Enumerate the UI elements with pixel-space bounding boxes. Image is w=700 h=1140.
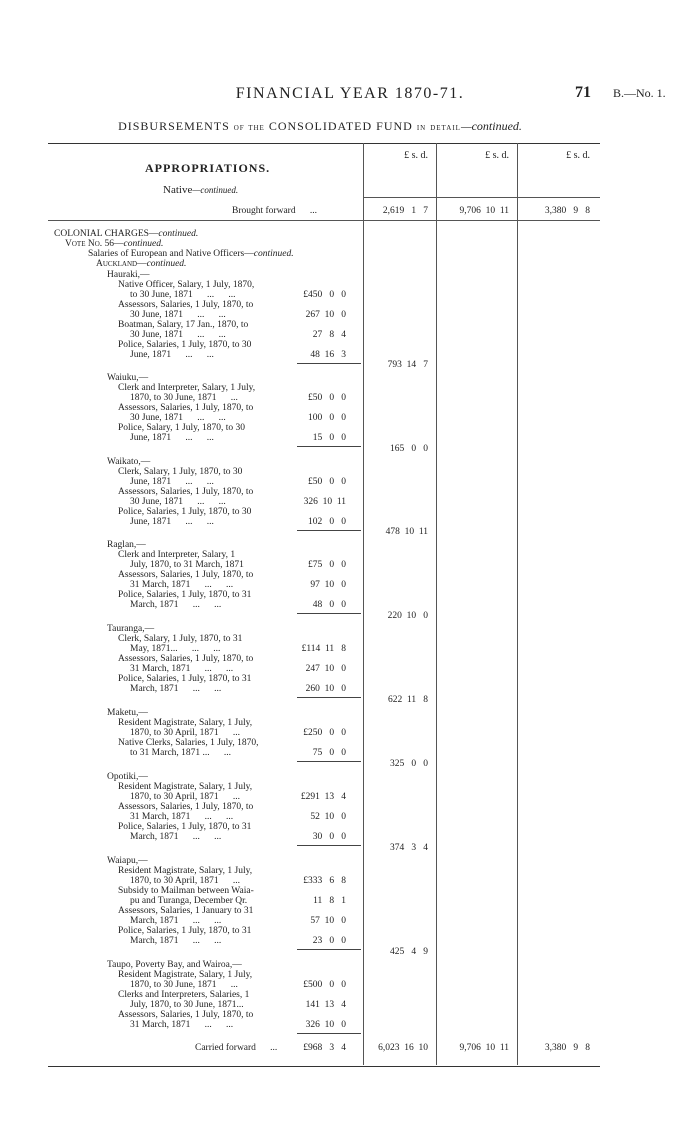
list-item: Assessors, Salaries, 1 January to 31 (118, 906, 254, 916)
raglan-total: 220 10 0 (387, 611, 428, 621)
subtotal-rule (297, 949, 361, 950)
list-item: 30 June, 1871 ... ... (130, 330, 226, 340)
list-item: March, 1871 ... ... (130, 600, 222, 610)
subtotal-rule (297, 363, 361, 364)
list-item: March, 1871 ... ... (130, 916, 222, 926)
tauranga-total: 622 11 8 (387, 695, 428, 705)
page-reference: B.—No. 1. (613, 86, 666, 100)
list-item: March, 1871 ... ... (130, 684, 222, 694)
subtotal-rule (297, 697, 361, 698)
amount: 15 0 0 (312, 433, 346, 443)
amount: £500 0 0 (303, 980, 346, 990)
list-item: Police, Salaries, 1 July, 1870, to 31 (118, 822, 252, 832)
list-item: June, 1871 ... ... (130, 350, 214, 360)
amount: 141 13 4 (305, 1000, 346, 1010)
list-item: Clerk, Salary, 1 July, 1870, to 30 (118, 467, 243, 477)
list-item: 31 March, 1871 ... ... (130, 664, 234, 674)
list-item: July, 1870, to 30 June, 1871... (130, 1000, 244, 1010)
native-heading: Native—continued. (163, 184, 239, 196)
column-heading: £ s. d. (404, 150, 428, 161)
list-item: Assessors, Salaries, 1 July, 1870, to (118, 487, 254, 497)
subtotal-rule (297, 1033, 361, 1034)
amount: 30 0 0 (312, 832, 346, 842)
waiuku-title: Waiuku,— (107, 373, 149, 383)
list-item: 1870, to 30 June, 1871 ... (130, 980, 238, 990)
list-item: 1870, to 30 April, 1871 ... (130, 792, 241, 802)
list-item: Subsidy to Mailman between Waia- (118, 886, 254, 896)
list-item: 31 March, 1871 ... ... (130, 580, 234, 590)
opotiki-title: Opotiki,— (107, 772, 148, 782)
amount: £291 13 4 (300, 792, 346, 802)
list-item: Resident Magistrate, Salary, 1 July, (118, 970, 253, 980)
subtotal-rule (297, 446, 361, 447)
list-item: Police, Salaries, 1 July, 1870, to 30 (118, 507, 252, 517)
amount: 57 10 0 (310, 916, 346, 926)
amount: £114 11 8 (301, 644, 346, 654)
list-item: March, 1871 ... ... (130, 936, 222, 946)
list-item: Police, Salaries, 1 July, 1870, to 31 (118, 590, 252, 600)
hauraki-total: 793 14 7 (387, 360, 428, 370)
subtotal-rule (297, 845, 361, 846)
waiapu-title: Waiapu,— (107, 856, 148, 866)
amount: 48 16 3 (310, 350, 346, 360)
list-item: June, 1871 ... ... (130, 517, 214, 527)
amount: 267 10 0 (305, 310, 346, 320)
amount: 23 0 0 (312, 936, 346, 946)
list-item: Police, Salaries, 1 July, 1870, to 31 (118, 674, 252, 684)
list-item: Police, Salary, 1 July, 1870, to 30 (118, 423, 246, 433)
list-item: pu and Turanga, December Qr. (130, 896, 248, 906)
amount: 326 10 0 (305, 1020, 346, 1030)
amount: £75 0 0 (308, 560, 346, 570)
amount: 326 10 11 (303, 497, 346, 507)
carried-forward-c3: 9,706 10 11 (459, 1043, 509, 1053)
vote-heading: Vote No. 56—continued. (65, 239, 164, 249)
carried-forward-label: Carried forward ... (195, 1043, 278, 1053)
list-item: 31 March, 1871 ... ... (130, 812, 234, 822)
hauraki-title: Hauraki,— (107, 270, 150, 280)
column-divider (517, 143, 518, 1065)
list-item: Police, Salaries, 1 July, 1870, to 30 (118, 340, 252, 350)
maketu-title: Maketu,— (107, 708, 148, 718)
list-item: Resident Magistrate, Salary, 1 July, (118, 866, 253, 876)
list-item: June, 1871 ... ... (130, 477, 214, 487)
amount: 97 10 0 (310, 580, 346, 590)
list-item: Assessors, Salaries, 1 July, 1870, to (118, 1010, 254, 1020)
list-item: to 31 March, 1871 ... ... (130, 748, 232, 758)
column-divider (436, 143, 437, 1065)
brought-forward-c4: 3,380 9 8 (544, 206, 590, 216)
list-item: Native Officer, Salary, 1 July, 1870, (118, 280, 255, 290)
amount: 11 8 1 (313, 896, 346, 906)
amount: 52 10 0 (310, 812, 346, 822)
amount: £450 0 0 (303, 290, 346, 300)
waiuku-total: 165 0 0 (390, 444, 428, 454)
list-item: March, 1871 ... ... (130, 832, 222, 842)
waikato-title: Waikato,— (107, 457, 151, 467)
raglan-title: Raglan,— (107, 540, 146, 550)
amount: 75 0 0 (312, 748, 346, 758)
brought-forward-label: Brought forward ... (232, 206, 317, 216)
page-title: FINANCIAL YEAR 1870-71. (235, 85, 465, 102)
amount: 260 10 0 (305, 684, 346, 694)
carried-forward-c2: 6,023 16 10 (378, 1043, 428, 1053)
amount: £250 0 0 (303, 728, 346, 738)
heading-rule (48, 220, 600, 221)
list-item: July, 1870, to 31 March, 1871 (130, 560, 244, 570)
list-item: 1870, to 30 April, 1871 ... (130, 728, 241, 738)
list-item: May, 1871... ... ... (130, 644, 221, 654)
list-item: Assessors, Salaries, 1 July, 1870, to (118, 570, 254, 580)
subtotal-rule (297, 613, 361, 614)
amount: 48 0 0 (312, 600, 346, 610)
column-heading: £ s. d. (485, 150, 509, 161)
column-heading: £ s. d. (566, 150, 590, 161)
list-item: to 30 June, 1871 ... ... (130, 290, 236, 300)
list-item: Native Clerks, Salaries, 1 July, 1870, (118, 738, 259, 748)
list-item: 1870, to 30 June, 1871 ... (130, 393, 238, 403)
amount: 27 8 4 (312, 330, 346, 340)
list-item: Assessors, Salaries, 1 July, 1870, to (118, 654, 254, 664)
page-number: 71 (575, 84, 591, 101)
list-item: Resident Magistrate, Salary, 1 July, (118, 782, 253, 792)
list-item: Clerk and Interpreter, Salary, 1 (118, 550, 236, 560)
list-item: 31 March, 1871 ... ... (130, 1020, 234, 1030)
brought-forward-c2: 2,619 1 7 (382, 206, 428, 216)
amount: £333 6 8 (303, 876, 346, 886)
amount: 102 0 0 (308, 517, 346, 527)
list-item: 30 June, 1871 ... ... (130, 310, 226, 320)
list-item: June, 1871 ... ... (130, 433, 214, 443)
list-item: Clerk and Interpreter, Salary, 1 July, (118, 383, 256, 393)
amount: £50 0 0 (308, 477, 346, 487)
list-item: Resident Magistrate, Salary, 1 July, (118, 718, 253, 728)
carried-forward-c1: £968 3 4 (303, 1043, 346, 1053)
list-item: Clerk, Salary, 1 July, 1870, to 31 (118, 634, 243, 644)
auckland-heading: Auckland—continued. (96, 259, 187, 269)
salaries-heading: Salaries of European and Native Officers—continued. (88, 249, 294, 259)
heading-rule (363, 197, 600, 198)
list-item: 30 June, 1871 ... ... (130, 413, 226, 423)
list-item: Police, Salaries, 1 July, 1870, to 31 (118, 926, 252, 936)
list-item: 30 June, 1871 ... ... (130, 497, 226, 507)
waikato-total: 478 10 11 (385, 527, 428, 537)
list-item: Assessors, Salaries, 1 July, 1870, to (118, 802, 254, 812)
column-divider (363, 143, 364, 1065)
appropriations-heading: APPROPRIATIONS. (145, 161, 271, 175)
list-item: Assessors, Salaries, 1 July, 1870, to (118, 300, 254, 310)
table-subtitle: DISBURSEMENTS of the CONSOLIDATED FUND in detail—continued. (118, 119, 522, 133)
taupo-title: Taupo, Poverty Bay, and Wairoa,— (107, 960, 242, 970)
amount: 100 0 0 (308, 413, 346, 423)
brought-forward-c3: 9,706 10 11 (459, 206, 509, 216)
list-item: Clerks and Interpreters, Salaries, 1 (118, 990, 250, 1000)
list-item: Assessors, Salaries, 1 July, 1870, to (118, 403, 254, 413)
list-item: Boatman, Salary, 17 Jan., 1870, to (118, 320, 249, 330)
subtotal-rule (297, 761, 361, 762)
opotiki-total: 374 3 4 (390, 843, 428, 853)
tauranga-title: Tauranga,— (107, 624, 155, 634)
waiapu-total: 425 4 9 (390, 947, 428, 957)
amount: 247 10 0 (305, 664, 346, 674)
colonial-charges-heading: COLONIAL CHARGES—continued. (54, 229, 199, 239)
amount: £50 0 0 (308, 393, 346, 403)
list-item: 1870, to 30 April, 1871 ... (130, 876, 241, 886)
subtotal-rule (297, 530, 361, 531)
maketu-total: 325 0 0 (390, 759, 428, 769)
carried-forward-c4: 3,380 9 8 (544, 1043, 590, 1053)
